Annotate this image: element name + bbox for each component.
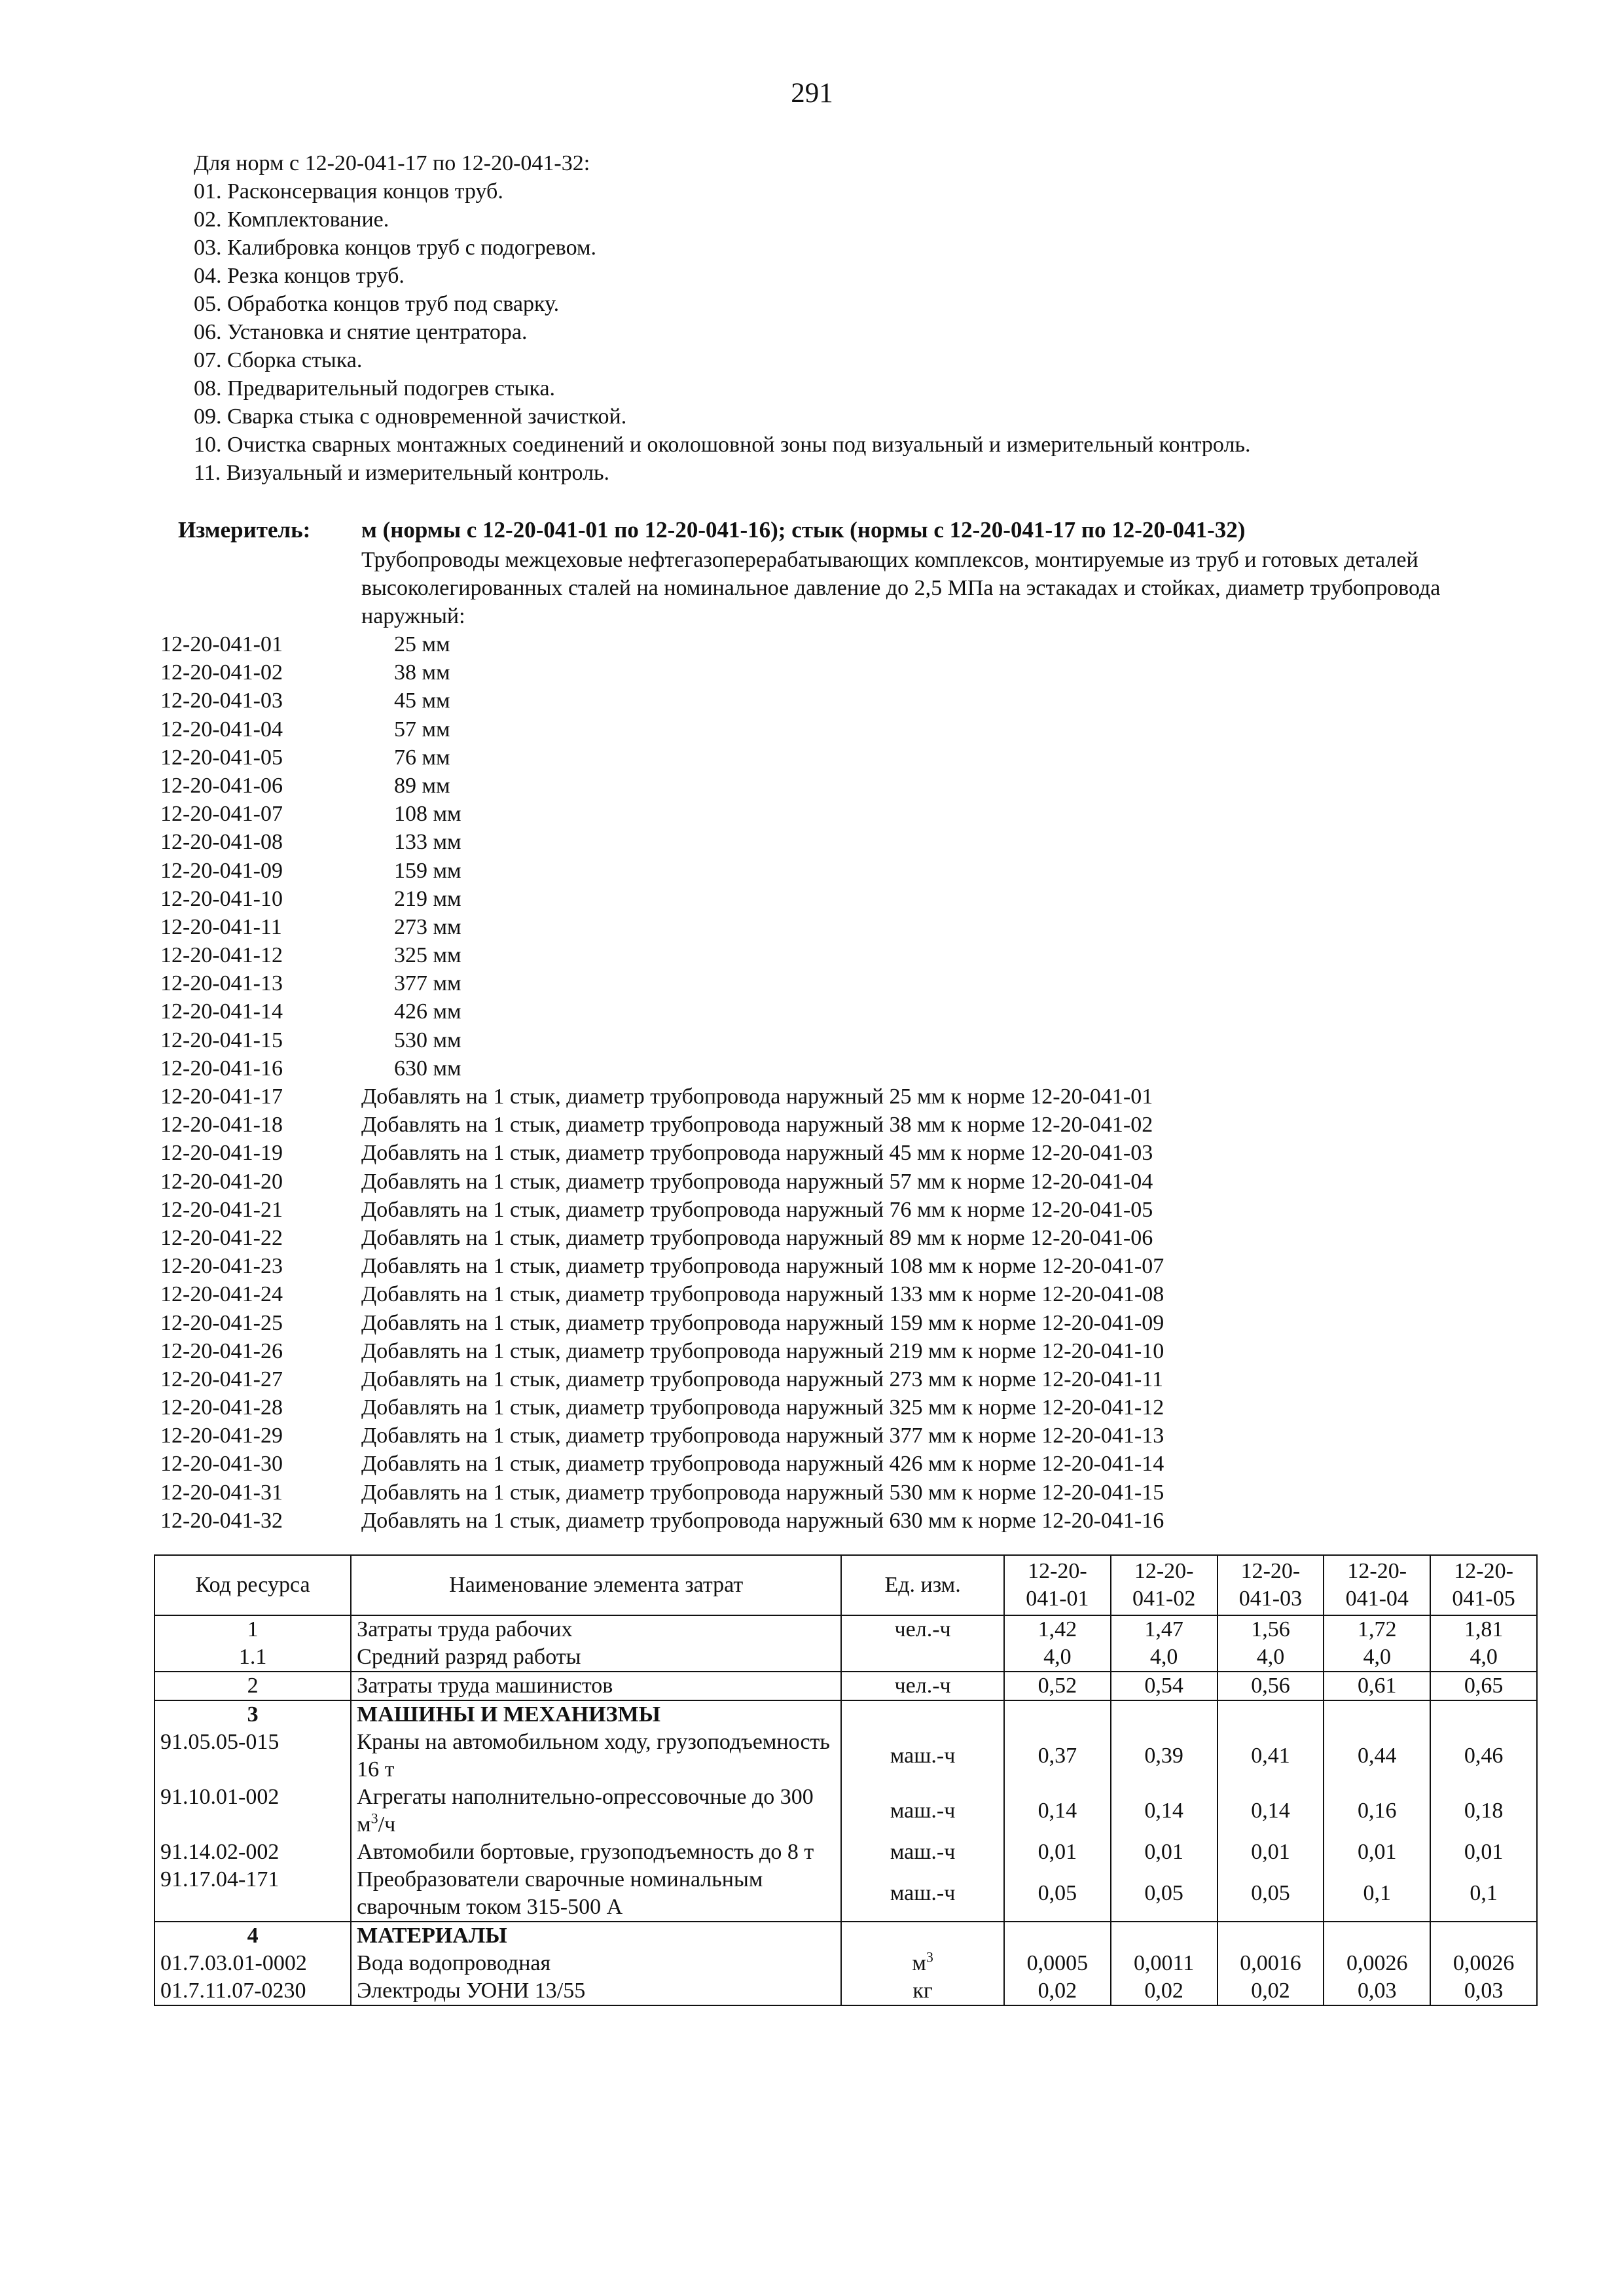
addition-code: 12-20-041-27 bbox=[160, 1367, 283, 1391]
cell-name: Затраты труда рабочих bbox=[351, 1615, 841, 1643]
cell-value: 0,0016 bbox=[1218, 1950, 1324, 1977]
header-norm: 12-20-041-01 bbox=[1004, 1555, 1111, 1615]
cell-unit: маш.-ч bbox=[841, 1729, 1004, 1784]
addition-row bbox=[160, 1280, 1164, 1308]
cell-code: 91.05.05-015 bbox=[154, 1729, 351, 1784]
cell-value: 0,0011 bbox=[1111, 1950, 1218, 1977]
measure-label: Измеритель: bbox=[178, 517, 311, 543]
norm-code: 12-20-041-13 bbox=[160, 971, 283, 996]
norms-list bbox=[160, 630, 1164, 1535]
norm-code: 12-20-041-09 bbox=[160, 858, 283, 883]
cell-value: 0,01 bbox=[1430, 1839, 1537, 1866]
cell-value bbox=[1430, 1922, 1537, 1950]
norm-diameter: 133 мм bbox=[394, 830, 461, 855]
addition-code: 12-20-041-18 bbox=[160, 1113, 283, 1138]
cell-code: 2 bbox=[154, 1672, 351, 1700]
cell-value bbox=[1430, 1700, 1537, 1729]
cell-value: 1,56 bbox=[1218, 1615, 1324, 1643]
cell-unit-text: м bbox=[912, 1951, 926, 1975]
work-list-item: 09. Сварка стыка с одновременной зачисткой. bbox=[194, 404, 627, 429]
cell-name: Автомобили бортовые, грузоподъемность до 8 т bbox=[351, 1839, 841, 1866]
table-row bbox=[154, 1729, 1537, 1784]
work-list-item: 03. Калибровка концов труб с подогревом. bbox=[194, 236, 596, 260]
norm-code: 12-20-041-06 bbox=[160, 773, 283, 798]
addition-code: 12-20-041-25 bbox=[160, 1310, 283, 1335]
norm-code: 12-20-041-07 bbox=[160, 802, 283, 827]
table-section-row bbox=[154, 1922, 1537, 1950]
cell-value: 1,47 bbox=[1111, 1615, 1218, 1643]
addition-text: Добавлять на 1 стык, диаметр трубопровода наружный 159 мм к норме 12-20-041-09 bbox=[361, 1310, 1164, 1335]
cell-value: 4,0 bbox=[1218, 1643, 1324, 1672]
norm-code: 12-20-041-16 bbox=[160, 1056, 283, 1081]
cell-value: 0,0026 bbox=[1430, 1950, 1537, 1977]
work-list-item: 06. Установка и снятие центратора. bbox=[194, 320, 528, 344]
norm-row bbox=[160, 941, 1164, 969]
addition-row bbox=[160, 1111, 1164, 1139]
table-row bbox=[154, 1615, 1537, 1643]
addition-code: 12-20-041-17 bbox=[160, 1085, 283, 1109]
cell-name-text: Агрегаты наполнительно-опрессовочные до 300 м bbox=[357, 1785, 814, 1837]
addition-code: 12-20-041-29 bbox=[160, 1424, 283, 1448]
norm-code: 12-20-041-03 bbox=[160, 689, 283, 713]
work-list-item: 08. Предварительный подогрев стыка. bbox=[194, 376, 556, 401]
cell-name bbox=[351, 1784, 841, 1839]
cell-name: Вода водопроводная bbox=[351, 1950, 841, 1977]
header-norm: 12-20-041-05 bbox=[1430, 1555, 1537, 1615]
addition-code: 12-20-041-31 bbox=[160, 1480, 283, 1505]
norm-diameter: 219 мм bbox=[394, 886, 461, 911]
table-row bbox=[154, 1866, 1537, 1922]
cell-value: 0,54 bbox=[1111, 1672, 1218, 1700]
norm-diameter: 530 мм bbox=[394, 1028, 461, 1052]
cell-value bbox=[1004, 1700, 1111, 1729]
addition-code: 12-20-041-26 bbox=[160, 1338, 283, 1363]
cell-unit-sup: 3 bbox=[926, 1948, 933, 1965]
norm-code: 12-20-041-05 bbox=[160, 745, 283, 770]
addition-code: 12-20-041-32 bbox=[160, 1508, 283, 1533]
addition-text: Добавлять на 1 стык, диаметр трубопровода наружный 57 мм к норме 12-20-041-04 bbox=[361, 1169, 1153, 1194]
table-row bbox=[154, 1839, 1537, 1866]
cell-value: 0,37 bbox=[1004, 1729, 1111, 1784]
norm-diameter: 108 мм bbox=[394, 802, 461, 827]
cell-value: 0,03 bbox=[1324, 1977, 1430, 2005]
norm-row bbox=[160, 715, 1164, 744]
norm-diameter: 25 мм bbox=[394, 632, 450, 656]
cell-value: 4,0 bbox=[1111, 1643, 1218, 1672]
cell-unit bbox=[841, 1922, 1004, 1950]
cell-value: 0,18 bbox=[1430, 1784, 1537, 1839]
addition-row bbox=[160, 1196, 1164, 1224]
cell-value bbox=[1218, 1700, 1324, 1729]
cell-unit bbox=[841, 1643, 1004, 1672]
cell-value: 0,46 bbox=[1430, 1729, 1537, 1784]
addition-row bbox=[160, 1224, 1164, 1252]
work-list bbox=[194, 149, 1250, 487]
cell-value bbox=[1324, 1922, 1430, 1950]
cell-value: 0,0026 bbox=[1324, 1950, 1430, 1977]
norm-row bbox=[160, 828, 1164, 856]
cell-value: 0,65 bbox=[1430, 1672, 1537, 1700]
norm-diameter: 325 мм bbox=[394, 943, 461, 968]
table-row bbox=[154, 1643, 1537, 1672]
cell-value: 0,16 bbox=[1324, 1784, 1430, 1839]
work-list-item: 02. Комплектование. bbox=[194, 207, 389, 232]
cell-code: 91.17.04-171 bbox=[154, 1866, 351, 1922]
addition-row bbox=[160, 1422, 1164, 1450]
norm-diameter: 159 мм bbox=[394, 858, 461, 883]
cell-value: 0,0005 bbox=[1004, 1950, 1111, 1977]
cell-value: 0,02 bbox=[1111, 1977, 1218, 2005]
norm-diameter: 76 мм bbox=[394, 745, 450, 770]
cell-name: Электроды УОНИ 13/55 bbox=[351, 1977, 841, 2005]
norm-code: 12-20-041-10 bbox=[160, 886, 283, 911]
norm-code: 12-20-041-12 bbox=[160, 943, 283, 968]
norm-code: 12-20-041-01 bbox=[160, 632, 283, 656]
addition-code: 12-20-041-24 bbox=[160, 1282, 283, 1307]
cell-value: 0,05 bbox=[1111, 1866, 1218, 1922]
cell-value: 0,01 bbox=[1324, 1839, 1430, 1866]
cell-name: Средний разряд работы bbox=[351, 1643, 841, 1672]
cell-code: 91.10.01-002 bbox=[154, 1784, 351, 1839]
norm-row bbox=[160, 687, 1164, 715]
norm-row bbox=[160, 1054, 1164, 1083]
table-header-row bbox=[154, 1555, 1537, 1615]
norm-diameter: 426 мм bbox=[394, 999, 461, 1024]
addition-text: Добавлять на 1 стык, диаметр трубопровода наружный 377 мм к норме 12-20-041-13 bbox=[361, 1424, 1164, 1448]
norm-row bbox=[160, 630, 1164, 658]
addition-row bbox=[160, 1139, 1164, 1167]
cell-value bbox=[1111, 1922, 1218, 1950]
norm-diameter: 377 мм bbox=[394, 971, 461, 996]
norm-code: 12-20-041-14 bbox=[160, 999, 283, 1024]
table-section-row bbox=[154, 1700, 1537, 1729]
work-list-item: 07. Сборка стыка. bbox=[194, 348, 363, 372]
addition-row bbox=[160, 1309, 1164, 1337]
cell-value bbox=[1218, 1922, 1324, 1950]
work-list-item: 05. Обработка концов труб под сварку. bbox=[194, 292, 560, 316]
addition-text: Добавлять на 1 стык, диаметр трубопровода наружный 108 мм к норме 12-20-041-07 bbox=[361, 1254, 1164, 1279]
cell-name: МАТЕРИАЛЫ bbox=[351, 1922, 841, 1950]
cell-value: 0,01 bbox=[1218, 1839, 1324, 1866]
norm-row bbox=[160, 1026, 1164, 1054]
cell-value: 0,56 bbox=[1218, 1672, 1324, 1700]
cell-value: 1,42 bbox=[1004, 1615, 1111, 1643]
norm-diameter: 57 мм bbox=[394, 717, 450, 742]
norm-row bbox=[160, 885, 1164, 913]
cell-value bbox=[1111, 1700, 1218, 1729]
cell-value: 0,05 bbox=[1004, 1866, 1111, 1922]
norms-description: Трубопроводы межцеховые нефтегазоперерабатывающих комплексов, монтируемые из труб и готовых деталей высоколегированных сталей на номинальное давление до 2,5 МПа на эстакадах и стойках, диаметр трубопровода наружный: bbox=[361, 548, 1441, 628]
cell-value: 0,03 bbox=[1430, 1977, 1537, 2005]
work-list-item: 11. Визуальный и измерительный контроль. bbox=[194, 461, 610, 485]
norm-code: 12-20-041-04 bbox=[160, 717, 283, 742]
addition-row bbox=[160, 1393, 1164, 1422]
cell-unit: чел.-ч bbox=[841, 1615, 1004, 1643]
norm-code: 12-20-041-02 bbox=[160, 660, 283, 685]
cell-value: 0,02 bbox=[1218, 1977, 1324, 2005]
addition-row bbox=[160, 1450, 1164, 1478]
work-list-item: Для норм с 12-20-041-17 по 12-20-041-32: bbox=[194, 151, 590, 175]
norm-diameter: 45 мм bbox=[394, 689, 450, 713]
norm-row bbox=[160, 913, 1164, 941]
addition-text: Добавлять на 1 стык, диаметр трубопровода наружный 325 мм к норме 12-20-041-12 bbox=[361, 1395, 1164, 1420]
cell-value: 4,0 bbox=[1324, 1643, 1430, 1672]
norm-row bbox=[160, 997, 1164, 1026]
header-unit: Ед. изм. bbox=[841, 1555, 1004, 1615]
cell-value: 0,44 bbox=[1324, 1729, 1430, 1784]
cell-value: 0,02 bbox=[1004, 1977, 1111, 2005]
addition-text: Добавлять на 1 стык, диаметр трубопровода наружный 273 мм к норме 12-20-041-11 bbox=[361, 1367, 1163, 1391]
cell-value: 0,14 bbox=[1218, 1784, 1324, 1839]
cell-name: Краны на автомобильном ходу, грузоподъемность 16 т bbox=[351, 1729, 841, 1784]
cell-code: 1 bbox=[154, 1615, 351, 1643]
cell-name-sup: 3 bbox=[370, 1810, 378, 1827]
cell-unit: кг bbox=[841, 1977, 1004, 2005]
addition-text: Добавлять на 1 стык, диаметр трубопровода наружный 530 мм к норме 12-20-041-15 bbox=[361, 1480, 1164, 1505]
addition-code: 12-20-041-22 bbox=[160, 1225, 283, 1250]
addition-code: 12-20-041-30 bbox=[160, 1452, 283, 1477]
norm-diameter: 38 мм bbox=[394, 660, 450, 685]
cell-value: 0,52 bbox=[1004, 1672, 1111, 1700]
cell-value: 0,1 bbox=[1324, 1866, 1430, 1922]
cell-value: 0,01 bbox=[1111, 1839, 1218, 1866]
cell-name: МАШИНЫ И МЕХАНИЗМЫ bbox=[351, 1700, 841, 1729]
cell-name: Преобразователи сварочные номинальным сварочным током 315-500 А bbox=[351, 1866, 841, 1922]
addition-text: Добавлять на 1 стык, диаметр трубопровода наружный 426 мм к норме 12-20-041-14 bbox=[361, 1452, 1164, 1477]
cell-code: 1.1 bbox=[154, 1643, 351, 1672]
header-norm: 12-20-041-04 bbox=[1324, 1555, 1430, 1615]
cell-unit: чел.-ч bbox=[841, 1672, 1004, 1700]
header-norm: 12-20-041-03 bbox=[1218, 1555, 1324, 1615]
page-number: 291 bbox=[791, 78, 833, 109]
norm-diameter: 89 мм bbox=[394, 773, 450, 798]
addition-row bbox=[160, 1168, 1164, 1196]
cell-value: 0,14 bbox=[1004, 1784, 1111, 1839]
addition-text: Добавлять на 1 стык, диаметр трубопровода наружный 38 мм к норме 12-20-041-02 bbox=[361, 1113, 1153, 1138]
resource-table bbox=[154, 1554, 1538, 2006]
addition-text: Добавлять на 1 стык, диаметр трубопровода наружный 630 мм к норме 12-20-041-16 bbox=[361, 1508, 1164, 1533]
norm-code: 12-20-041-08 bbox=[160, 830, 283, 855]
cell-value: 0,39 bbox=[1111, 1729, 1218, 1784]
addition-row bbox=[160, 1365, 1164, 1393]
norm-code: 12-20-041-15 bbox=[160, 1028, 283, 1052]
norm-row bbox=[160, 857, 1164, 885]
header-name: Наименование элемента затрат bbox=[351, 1555, 841, 1615]
cell-unit bbox=[841, 1700, 1004, 1729]
addition-row bbox=[160, 1507, 1164, 1535]
cell-value: 0,61 bbox=[1324, 1672, 1430, 1700]
addition-code: 12-20-041-21 bbox=[160, 1197, 283, 1222]
cell-value bbox=[1004, 1922, 1111, 1950]
addition-row bbox=[160, 1337, 1164, 1365]
cell-value: 0,14 bbox=[1111, 1784, 1218, 1839]
measure-text: м (нормы с 12-20-041-01 по 12-20-041-16); стык (нормы с 12-20-041-17 по 12-20-041-32) bbox=[361, 517, 1246, 543]
addition-text: Добавлять на 1 стык, диаметр трубопровода наружный 89 мм к норме 12-20-041-06 bbox=[361, 1225, 1153, 1250]
cell-code: 3 bbox=[154, 1700, 351, 1729]
cell-name-tail: /ч bbox=[378, 1812, 396, 1837]
work-list-item: 01. Расконсервация концов труб. bbox=[194, 179, 503, 204]
cell-unit: маш.-ч bbox=[841, 1866, 1004, 1922]
cell-unit: маш.-ч bbox=[841, 1784, 1004, 1839]
cell-value: 1,81 bbox=[1430, 1615, 1537, 1643]
table-row bbox=[154, 1977, 1537, 2005]
cell-unit: маш.-ч bbox=[841, 1839, 1004, 1866]
addition-row bbox=[160, 1252, 1164, 1280]
cell-value: 0,05 bbox=[1218, 1866, 1324, 1922]
cell-code: 91.14.02-002 bbox=[154, 1839, 351, 1866]
norm-code: 12-20-041-11 bbox=[160, 914, 282, 939]
table-row bbox=[154, 1672, 1537, 1700]
norm-row bbox=[160, 772, 1164, 800]
cell-value: 0,1 bbox=[1430, 1866, 1537, 1922]
addition-row bbox=[160, 1083, 1164, 1111]
norm-row bbox=[160, 969, 1164, 997]
addition-code: 12-20-041-20 bbox=[160, 1169, 283, 1194]
cell-code: 01.7.03.01-0002 bbox=[154, 1950, 351, 1977]
addition-text: Добавлять на 1 стык, диаметр трубопровода наружный 45 мм к норме 12-20-041-03 bbox=[361, 1141, 1153, 1166]
cell-value: 0,01 bbox=[1004, 1839, 1111, 1866]
header-code: Код ресурса bbox=[154, 1555, 351, 1615]
addition-text: Добавлять на 1 стык, диаметр трубопровода наружный 76 мм к норме 12-20-041-05 bbox=[361, 1197, 1153, 1222]
norm-row bbox=[160, 744, 1164, 772]
table-row bbox=[154, 1950, 1537, 1977]
addition-row bbox=[160, 1479, 1164, 1507]
cell-name: Затраты труда машинистов bbox=[351, 1672, 841, 1700]
work-list-item: 10. Очистка сварных монтажных соединений и околошовной зоны под визуальный и измерительный контроль. bbox=[194, 433, 1251, 457]
norm-row bbox=[160, 800, 1164, 828]
cell-unit bbox=[841, 1950, 1004, 1977]
cell-value bbox=[1324, 1700, 1430, 1729]
cell-value: 4,0 bbox=[1430, 1643, 1537, 1672]
addition-text: Добавлять на 1 стык, диаметр трубопровода наружный 219 мм к норме 12-20-041-10 bbox=[361, 1338, 1164, 1363]
cell-code: 4 bbox=[154, 1922, 351, 1950]
cell-value: 4,0 bbox=[1004, 1643, 1111, 1672]
cell-value: 1,72 bbox=[1324, 1615, 1430, 1643]
addition-text: Добавлять на 1 стык, диаметр трубопровода наружный 25 мм к норме 12-20-041-01 bbox=[361, 1085, 1153, 1109]
addition-code: 12-20-041-23 bbox=[160, 1254, 283, 1279]
work-list-item: 04. Резка концов труб. bbox=[194, 264, 405, 288]
table-row bbox=[154, 1784, 1537, 1839]
cell-value: 0,41 bbox=[1218, 1729, 1324, 1784]
header-norm: 12-20-041-02 bbox=[1111, 1555, 1218, 1615]
addition-code: 12-20-041-28 bbox=[160, 1395, 283, 1420]
norm-diameter: 273 мм bbox=[394, 914, 461, 939]
norm-row bbox=[160, 658, 1164, 687]
addition-code: 12-20-041-19 bbox=[160, 1141, 283, 1166]
norm-diameter: 630 мм bbox=[394, 1056, 461, 1081]
addition-text: Добавлять на 1 стык, диаметр трубопровода наружный 133 мм к норме 12-20-041-08 bbox=[361, 1282, 1164, 1307]
cell-code: 01.7.11.07-0230 bbox=[154, 1977, 351, 2005]
